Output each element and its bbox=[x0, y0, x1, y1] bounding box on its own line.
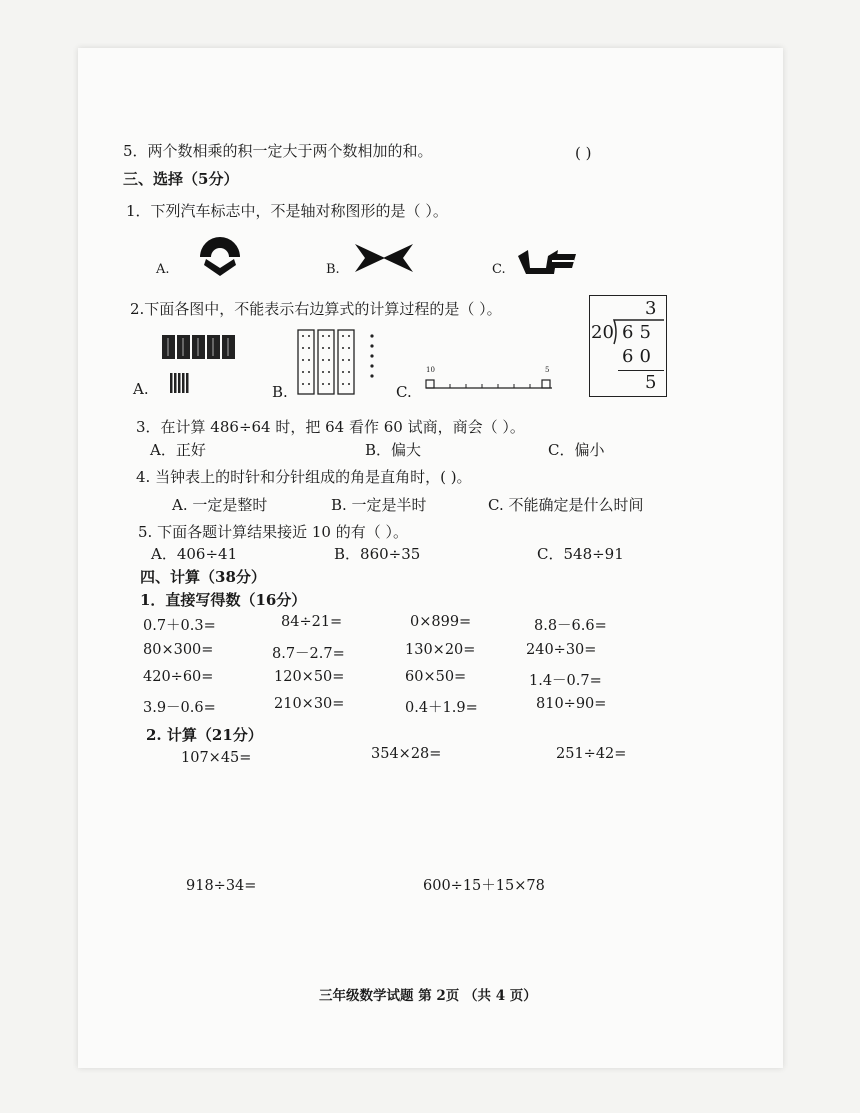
oral-calc-r2c4: 240÷30= bbox=[526, 642, 597, 658]
oral-calc-r3c4: 1.4－0.7= bbox=[529, 673, 602, 689]
oral-calc-r4c4: 810÷90= bbox=[536, 696, 607, 712]
oral-calc-r3c3: 60×50= bbox=[405, 669, 467, 685]
part-2-title: 2. 计算（21分） bbox=[146, 726, 263, 744]
division-product: 60 bbox=[622, 346, 657, 367]
oral-calc-r4c2: 210×30= bbox=[274, 696, 345, 712]
ruler-figure bbox=[424, 374, 554, 392]
q1-label-a: A. bbox=[156, 262, 170, 277]
car-logo-a-icon bbox=[196, 235, 244, 277]
tens-bundles-figure bbox=[160, 333, 242, 397]
written-calc-3: 251÷42= bbox=[556, 746, 627, 762]
oral-calc-r4c1: 3.9－0.6= bbox=[143, 700, 216, 716]
car-logo-c-icon bbox=[516, 248, 578, 276]
division-line bbox=[618, 370, 664, 371]
q1-stem: 1．下列汽车标志中，不是轴对称图形的是（ ）。 bbox=[126, 202, 448, 220]
q5-option-b: B．860÷35 bbox=[334, 545, 421, 563]
written-calc-2: 354×28= bbox=[371, 746, 442, 762]
written-calc-1: 107×45= bbox=[181, 750, 252, 766]
oral-calc-r1c1: 0.7＋0.3= bbox=[143, 618, 216, 634]
car-logo-b-icon bbox=[355, 242, 413, 274]
q4-option-b: B. 一定是半时 bbox=[331, 496, 427, 514]
written-calc-4: 918÷34= bbox=[186, 878, 257, 894]
q2-label-a: A. bbox=[133, 380, 149, 398]
division-quotient: 3 bbox=[645, 298, 657, 319]
q3-option-a: A．正好 bbox=[150, 441, 206, 459]
oral-calc-r1c3: 0×899= bbox=[410, 614, 472, 630]
q4-option-a: A. 一定是整时 bbox=[172, 496, 268, 514]
oral-calc-r4c3: 0.4＋1.9= bbox=[405, 700, 478, 716]
oral-calc-r2c3: 130×20= bbox=[405, 642, 476, 658]
oral-calc-r1c4: 8.8－6.6= bbox=[534, 618, 607, 634]
section-4-title: 四、计算（38分） bbox=[140, 568, 266, 586]
judge-answer-paren: ( ) bbox=[575, 144, 592, 162]
q5-stem: 5. 下面各题计算结果接近 10 的有（ ）。 bbox=[138, 523, 408, 541]
oral-calc-r2c1: 80×300= bbox=[143, 642, 214, 658]
q2-label-c: C. bbox=[396, 383, 412, 401]
q4-option-c: C. 不能确定是什么时间 bbox=[488, 496, 644, 514]
q3-stem: 3．在计算 486÷64 时，把 64 看作 60 试商，商会（ ）。 bbox=[136, 418, 525, 436]
part-1-title: 1．直接写得数（16分） bbox=[140, 591, 307, 609]
q1-label-b: B. bbox=[326, 262, 340, 277]
oral-calc-r3c2: 120×50= bbox=[274, 669, 345, 685]
division-divisor: 20 bbox=[591, 322, 614, 343]
q2-stem: 2.下面各图中，不能表示右边算式的计算过程的是（ ）。 bbox=[130, 300, 502, 318]
q4-stem: 4. 当钟表上的时针和分针组成的角是直角时，( )。 bbox=[136, 468, 472, 486]
judge-item-5: 5．两个数相乘的积一定大于两个数相加的和。 bbox=[123, 142, 433, 160]
page-footer: 三年级数学试题 第 2页 （共 4 页） bbox=[319, 988, 537, 1004]
ruler-end-label: 5 bbox=[545, 366, 550, 374]
division-dividend: 65 bbox=[622, 322, 657, 343]
oral-calc-r2c2: 8.7－2.7= bbox=[272, 646, 345, 662]
q3-option-c: C．偏小 bbox=[548, 441, 605, 459]
written-calc-5: 600÷15＋15×78 bbox=[423, 878, 545, 894]
section-3-title: 三、选择（5分） bbox=[123, 170, 239, 188]
q5-option-a: A．406÷41 bbox=[151, 545, 238, 563]
oral-calc-r1c2: 84÷21= bbox=[281, 614, 343, 630]
dot-columns-figure bbox=[296, 328, 380, 396]
q2-label-b: B. bbox=[272, 383, 288, 401]
q1-label-c: C. bbox=[492, 262, 506, 277]
division-remainder: 5 bbox=[645, 372, 657, 393]
oral-calc-r3c1: 420÷60= bbox=[143, 669, 214, 685]
q3-option-b: B．偏大 bbox=[365, 441, 422, 459]
ruler-start-label: 10 bbox=[426, 366, 435, 374]
q5-option-c: C．548÷91 bbox=[537, 545, 624, 563]
